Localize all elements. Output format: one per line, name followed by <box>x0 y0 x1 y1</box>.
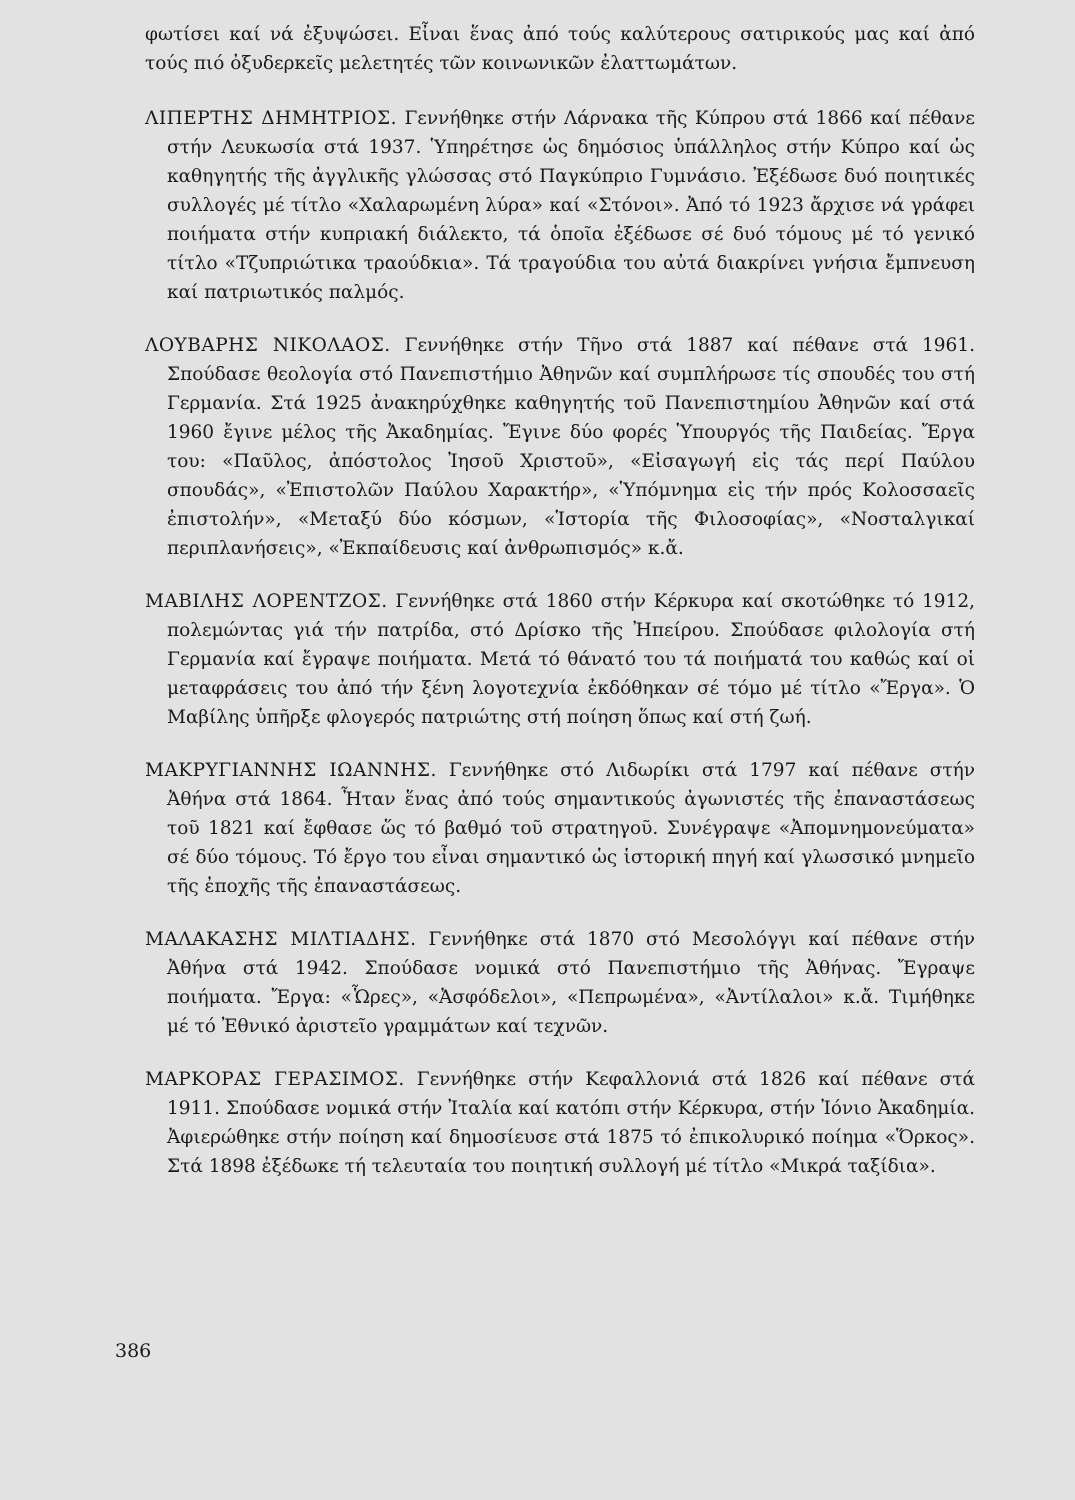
entry-paragraph <box>145 331 975 563</box>
entry-markoras <box>145 1065 975 1181</box>
entry-malakasis <box>145 925 975 1041</box>
entry-text: Γεννήθηκε στά 1870 στό Μεσολόγγι καί πέθανε στήν Ἀθήνα στά 1942. Σπούδασε νομικά στό Πανεπιστήμιο τῆς Ἀθήνας. Ἔγραψε ποιήματα. Ἔργα: «Ὧρες», «Ἀσφόδελοι», «Πεπρωμένα», «Ἀντίλαλοι» κ.ἄ. Τιμήθηκε μέ τό Ἐθνικό ἀριστεῖο γραμμάτων καί τεχνῶν. <box>167 929 976 1037</box>
entry-paragraph <box>145 756 975 901</box>
continuation-paragraph: φωτίσει καί νά ἐξυψώσει. Εἶναι ἕνας ἀπό τούς καλύτερους σατιρικούς μας καί ἀπό τούς πιό ὀξυδερκεῖς μελετητές τῶν κοινωνικῶν ἐλαττωμάτων. <box>145 24 975 74</box>
page-number: 386 <box>115 1340 152 1362</box>
entry-name: ΛΟΥΒΑΡΗΣ ΝΙΚΟΛΑΟΣ. <box>145 335 391 356</box>
entry-text: Γεννήθηκε στά 1860 στήν Κέρκυρα καί σκοτώθηκε τό 1912, πολεμώντας γιά τήν πατρίδα, στό Δρίσκο τῆς Ἠπείρου. Σπούδασε φιλολογία στή Γερμανία καί ἔγραψε ποιήματα. Μετά τό θάνατό του τά ποιήματά του καθώς καί οἱ μεταφράσεις του ἀπό τήν ξένη λογοτεχνία ἐκδόθηκαν σέ τόμο μέ τίτλο «Ἔργα». Ὁ Μαβίλης ὑπῆρξε φλογερός πατριώτης στή ποίηση ὅπως καί στή ζωή. <box>167 591 975 728</box>
entry-makrygiannis <box>145 756 975 901</box>
entry-name: ΛΙΠΕΡΤΗΣ ΔΗΜΗΤΡΙΟΣ. <box>145 108 398 129</box>
entry-text: Γεννήθηκε στήν Κεφαλλονιά στά 1826 καί πέθανε στά 1911. Σπούδασε νομικά στήν Ἰταλία καί κατόπι στήν Κέρκυρα, στήν Ἰόνιο Ἀκαδημία. Ἀφιερώθηκε στήν ποίηση καί δημοσίευσε στά 1875 τό ἐπικολυρικό ποίημα «Ὅρκος». Στά 1898 ἐξέδωκε τή τελευταία του ποιητική συλλογή μέ τίτλο «Μικρά ταξίδια». <box>167 1069 975 1177</box>
entry-paragraph <box>145 925 975 1041</box>
entry-name: ΜΑΡΚΟΡΑΣ ΓΕΡΑΣΙΜΟΣ. <box>145 1069 405 1090</box>
entry-louvaris <box>145 331 975 563</box>
entry-name: ΜΑΛΑΚΑΣΗΣ ΜΙΛΤΙΑΔΗΣ. <box>145 929 417 950</box>
entry-text: Γεννήθηκε στήν Λάρνακα τῆς Κύπρου στά 1866 καί πέθανε στήν Λευκωσία στά 1937. Ὑπηρέτησε ὡς δημόσιος ὑπάλληλος στήν Κύπρο καί ὡς καθηγητής τῆς ἀγγλικῆς γλώσσας στό Παγκύπριο Γυμνάσιο. Ἐξέδωσε δυό ποιητικές συλλογές μέ τίτλο «Χαλαρωμένη λύρα» καί «Στόνοι». Ἀπό τό 1923 ἄρχισε νά γράφει ποιήματα στήν κυπριακή διάλεκτο, τά ὁποῖα ἐξέδωσε σέ δυό τόμους μέ τό γενικό τίτλο «Τζυπριώτικα τραούδκια». Τά τραγούδια του αὐτά διακρίνει γνήσια ἔμπνευση καί πατριωτικός παλμός. <box>167 108 975 303</box>
entry-lipertis <box>145 104 975 307</box>
entry-mavilis <box>145 587 975 732</box>
entry-paragraph <box>145 1065 975 1181</box>
entry-name: ΜΑΚΡΥΓΙΑΝΝΗΣ ΙΩΑΝΝΗΣ. <box>145 760 437 781</box>
entry-paragraph <box>145 587 975 732</box>
entry-paragraph <box>145 104 975 307</box>
entry-text: Γεννήθηκε στήν Τῆνο στά 1887 καί πέθανε στά 1961. Σπούδασε θεολογία στό Πανεπιστήμιο Ἀθηνῶν καί συμπλήρωσε τίς σπουδές του στή Γερμανία. Στά 1925 ἀνακηρύχθηκε καθηγητής τοῦ Πανεπιστημίου Ἀθηνῶν καί στά 1960 ἔγινε μέλος τῆς Ἀκαδημίας. Ἔγινε δύο φορές Ὑπουργός τῆς Παιδείας. Ἔργα του: «Παῦλος, ἀπόστολος Ἰησοῦ Χριστοῦ», «Εἰσαγωγή εἰς τάς περί Παύλου σπουδάς», «Ἐπιστολῶν Παύλου Χαρακτήρ», «Ὑπόμνημα εἰς τήν πρός Κολοσσαεῖς ἐπιστολήν», «Μεταξύ δύο κόσμων, «Ἱστορία τῆς Φιλοσοφίας», «Νοσταλγικαί περιπλανήσεις», «Ἐκπαίδευσις καί ἀνθρωπισμός» κ.ἄ. <box>167 335 975 559</box>
entry-text: Γεννήθηκε στό Λιδωρίκι στά 1797 καί πέθανε στήν Ἀθήνα στά 1864. Ἦταν ἕνας ἀπό τούς σημαντικούς ἀγωνιστές τῆς ἐπαναστάσεως τοῦ 1821 καί ἔφθασε ὥς τό βαθμό τοῦ στρατηγοῦ. Συνέγραψε «Ἀπομνημονεύματα» σέ δύο τόμους. Τό ἔργο του εἶναι σημαντικό ὡς ἱστορική πηγή καί γλωσσικό μνημεῖο τῆς ἐποχῆς τῆς ἐπαναστάσεως. <box>167 760 975 897</box>
text-block <box>145 20 975 1205</box>
entry-name: ΜΑΒΙΛΗΣ ΛΟΡΕΝΤΖΟΣ. <box>145 591 388 612</box>
